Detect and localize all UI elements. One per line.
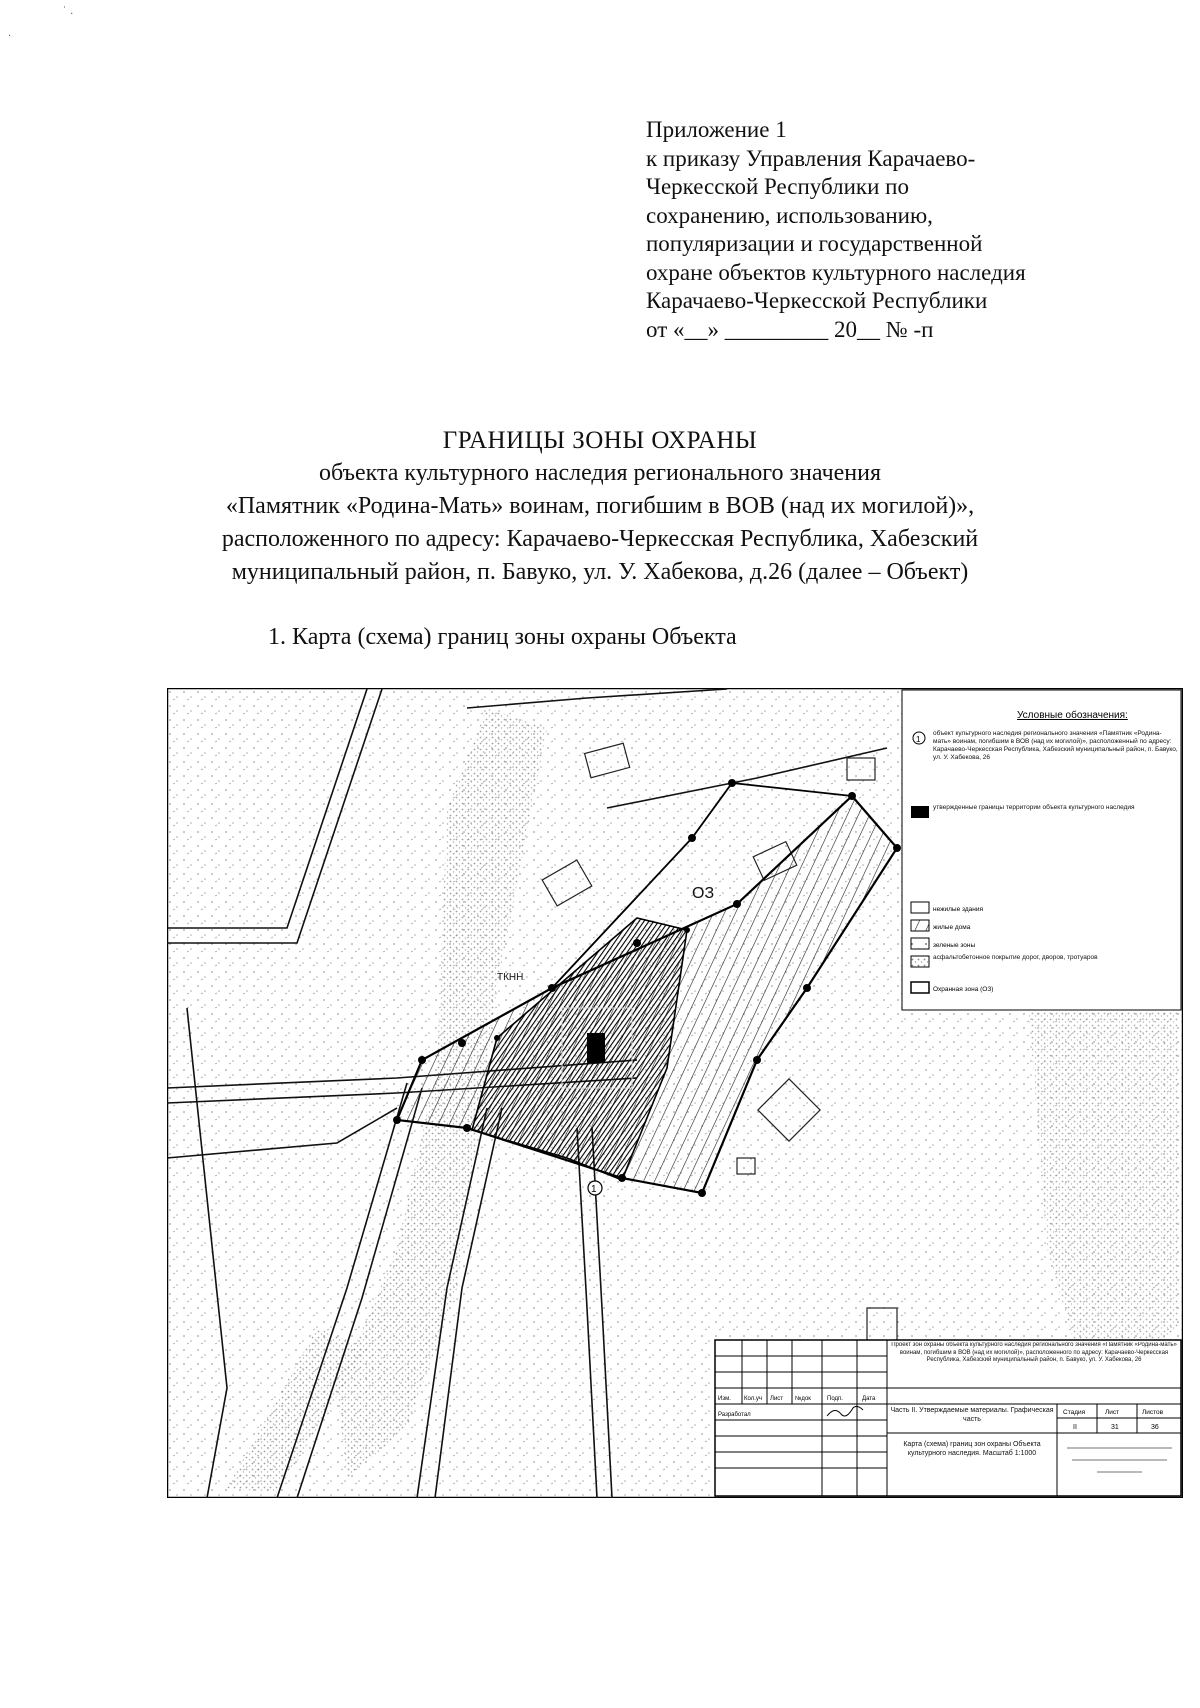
- stamp-header-izm: Изм.: [718, 1396, 731, 1402]
- legend-item-asphalt: асфальтобетонное покрытие дорог, дворов, тротуаров: [933, 954, 1098, 961]
- scan-artifact: ˙ .: [62, 6, 74, 17]
- stamp-sheet-value: 31: [1111, 1424, 1119, 1431]
- approval-line: от «__» _________ 20__ № -п: [646, 316, 934, 342]
- stamp-sheets-value: 36: [1151, 1424, 1159, 1431]
- map-legend: [902, 690, 1181, 1010]
- legend-swatch-residential: [911, 920, 929, 931]
- approval-line: Приложение 1: [646, 117, 787, 142]
- section-title: 1. Карта (схема) границ зоны охраны Объекта: [268, 624, 737, 650]
- legend-item-zone: Охранная зона (ОЗ): [933, 986, 994, 993]
- zone-label: ОЗ: [692, 885, 715, 902]
- legend-swatch-asphalt: [911, 956, 929, 967]
- stamp-part: Часть II. Утверждаемые материалы. Графическая часть: [890, 1407, 1054, 1423]
- legend-swatch-zone: [911, 982, 929, 993]
- legend-item-object: объект культурного наследия регионального значения «Памятник «Родина-мать» воинам, погибшим в ВОВ (над их могилой)», расположенный по адресу: Карачаево-Черкесская Республика, Хабезский муниципальный район, п. Бавуко, ул. У. Хабекова, 26: [933, 730, 1178, 761]
- title-block: [715, 1340, 1181, 1496]
- stamp-project: Проект зон охраны объекта культурного наследия регионального значения «Памятник «Родина-мать» воинам, погибшим в ВОВ (над их могилой)», расположенного по адресу: Карачаево-Черкесская Республика, Хабезский муниципальный район, п. Бавуко, ул. У. Хабекова, 26: [891, 1342, 1177, 1363]
- road-label: ТКНН: [497, 972, 524, 983]
- legend-territory-swatch: [911, 806, 929, 818]
- stamp-header-date: Дата: [862, 1396, 876, 1402]
- approval-line: к приказу Управления Карачаево-: [646, 145, 976, 171]
- legend-swatch-green: [911, 938, 929, 949]
- legend-item-nonresidential: нежилые здания: [933, 906, 983, 913]
- approval-line: Черкесской Республики по: [646, 174, 909, 199]
- approval-block: [646, 116, 1166, 344]
- object-marker-label: 1: [591, 1184, 597, 1195]
- document-title: ГРАНИЦЫ ЗОНЫ ОХРАНЫ: [442, 427, 758, 454]
- approval-line: сохранению, использованию,: [646, 202, 933, 228]
- legend-item-residential: жилые дома: [933, 924, 971, 931]
- scan-artifact-2: .: [8, 28, 12, 39]
- stamp-sheet-header: Лист: [1105, 1409, 1120, 1416]
- heading-line: муниципальный район, п. Бавуко, ул. У. Хабекова, д.26 (далее – Объект): [231, 559, 969, 585]
- stamp-header-list: Лист: [770, 1396, 784, 1402]
- heading-line: расположенного по адресу: Карачаево-Черкесская Республика, Хабезский: [221, 526, 979, 552]
- heading-line: объекта культурного наследия регионального значения: [318, 460, 882, 486]
- stamp-header-kol: Кол.уч: [744, 1396, 762, 1402]
- legend-swatch-nonresidential: [911, 902, 929, 913]
- monument-mark: [587, 1033, 605, 1063]
- stamp-stage-header: Стадия: [1063, 1409, 1086, 1416]
- stamp-sheets-header: Листов: [1142, 1409, 1164, 1416]
- approval-line: популяризации и государственной: [646, 231, 983, 256]
- approval-line: охране объектов культурного наследия: [646, 259, 1026, 285]
- stamp-sheet-title: Карта (схема) границ зон охраны Объекта культурного наследия. Масштаб 1:1000: [903, 1441, 1041, 1457]
- legend-item-green: зеленые зоны: [933, 942, 976, 949]
- stamp-header-doc: №док: [795, 1396, 811, 1402]
- approval-line: Карачаево-Черкесской Республики: [646, 288, 988, 313]
- heading-line: «Памятник «Родина-Мать» воинам, погибшим в ВОВ (над их могилой)»,: [225, 493, 975, 519]
- protection-zone-map: [167, 688, 1183, 1498]
- document-heading: [0, 424, 1200, 589]
- stamp-developer-label: Разработал: [718, 1412, 751, 1418]
- stamp-header-sign: Подп.: [827, 1396, 843, 1402]
- legend-title: Условные обозначения:: [1017, 710, 1128, 721]
- svg-text:1: 1: [916, 735, 921, 744]
- legend-item-territory: утвержденные границы территории объекта культурного наследия: [933, 804, 1135, 811]
- stamp-stage-value: II: [1073, 1424, 1077, 1431]
